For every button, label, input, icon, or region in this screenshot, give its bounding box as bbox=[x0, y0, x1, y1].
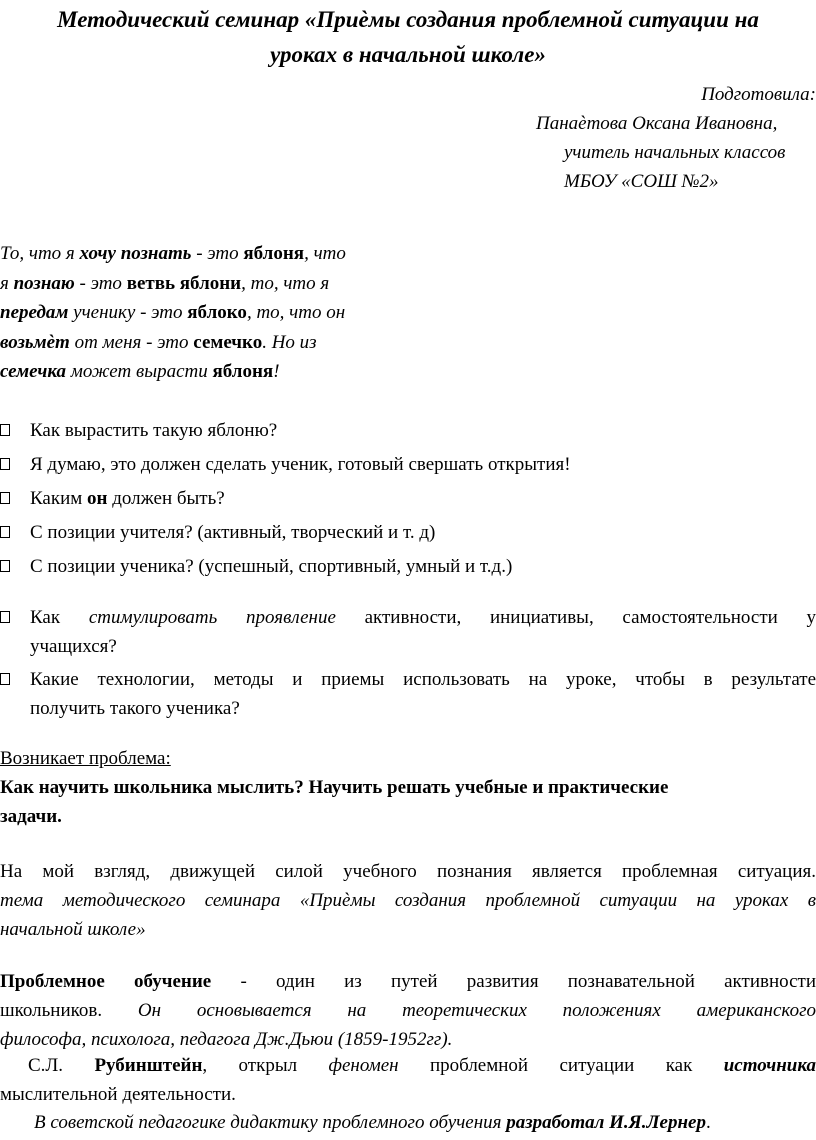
author-block bbox=[520, 80, 816, 196]
checkbox-bullet-icon bbox=[0, 673, 10, 685]
author-name: Панаѐтова Оксана Ивановна, bbox=[536, 113, 778, 134]
question-list-1 bbox=[0, 416, 816, 581]
list-item: С позиции ученика? (успешный, спортивный, умный и т.д.) bbox=[0, 552, 816, 581]
list-item: Какие технологии, методы и приемы использовать на уроке, чтобы в результате получить такого ученика? bbox=[0, 665, 816, 723]
checkbox-bullet-icon bbox=[0, 424, 10, 436]
checkbox-bullet-icon bbox=[0, 492, 10, 504]
problem-text: Как научить школьника мыслить? Научить решать учебные и практические задачи. bbox=[0, 777, 669, 827]
quote-line: То, что я хочу познать - это яблоня, что bbox=[0, 243, 346, 264]
list-item: Как вырастить такую яблоню? bbox=[0, 416, 816, 445]
title-line-1: Методический семинар «Приѐмы создания проблемной ситуации на bbox=[57, 7, 759, 32]
epigraph-quote bbox=[0, 239, 420, 387]
problem-heading: Возникает проблема: bbox=[0, 748, 171, 769]
checkbox-bullet-icon bbox=[0, 560, 10, 572]
author-position: учитель начальных классов bbox=[564, 142, 786, 163]
checkbox-bullet-icon bbox=[0, 611, 10, 623]
checkbox-bullet-icon bbox=[0, 458, 10, 470]
soviet-pedagogy-paragraph: В советской педагогике дидактику проблемного обучения разработал И.Я.Лернер. bbox=[34, 1112, 711, 1133]
question-list-2 bbox=[0, 603, 816, 723]
list-item: Как стимулировать проявление активности, инициативы, самостоятельности у учащихся? bbox=[0, 603, 816, 661]
checkbox-bullet-icon bbox=[0, 526, 10, 538]
rubinstein-paragraph: С.Л. Рубинштейн, открыл феномен проблемной ситуации как источника мыслительной деятельности. bbox=[0, 1055, 816, 1105]
problem-learning-paragraph: Проблемное обучение - один из путей развития познавательной активности школьников. Он основывается на теоретических положениях американского философа, психолога, педагога Дж.Дьюи (1859-1952гг). bbox=[0, 971, 816, 1050]
quote-line: передам ученику - это яблоко, то, что он bbox=[0, 302, 346, 323]
document-title bbox=[0, 2, 816, 72]
quote-line: возьмѐт от меня - это семечко. Но из bbox=[0, 331, 317, 353]
list-item: Я думаю, это должен сделать ученик, готовый свершать открытия! bbox=[0, 450, 816, 479]
prepared-by-label: Подготовила: bbox=[701, 84, 816, 105]
author-school: МБОУ «СОШ №2» bbox=[564, 171, 719, 192]
list-item: С позиции учителя? (активный, творческий и т. д) bbox=[0, 518, 816, 547]
list-item: Каким он должен быть? bbox=[0, 484, 816, 513]
view-paragraph: На мой взгляд, движущей силой учебного познания является проблемная ситуация. тема методического семинара «Приѐмы создания проблемной ситуации на уроках в начальной школе» bbox=[0, 861, 816, 940]
quote-line: семечка может вырасти яблоня! bbox=[0, 361, 280, 382]
quote-line: я познаю - это ветвь яблони, то, что я bbox=[0, 272, 330, 294]
problem-section bbox=[0, 744, 816, 831]
title-line-2: уроках в начальной школе» bbox=[270, 42, 546, 67]
